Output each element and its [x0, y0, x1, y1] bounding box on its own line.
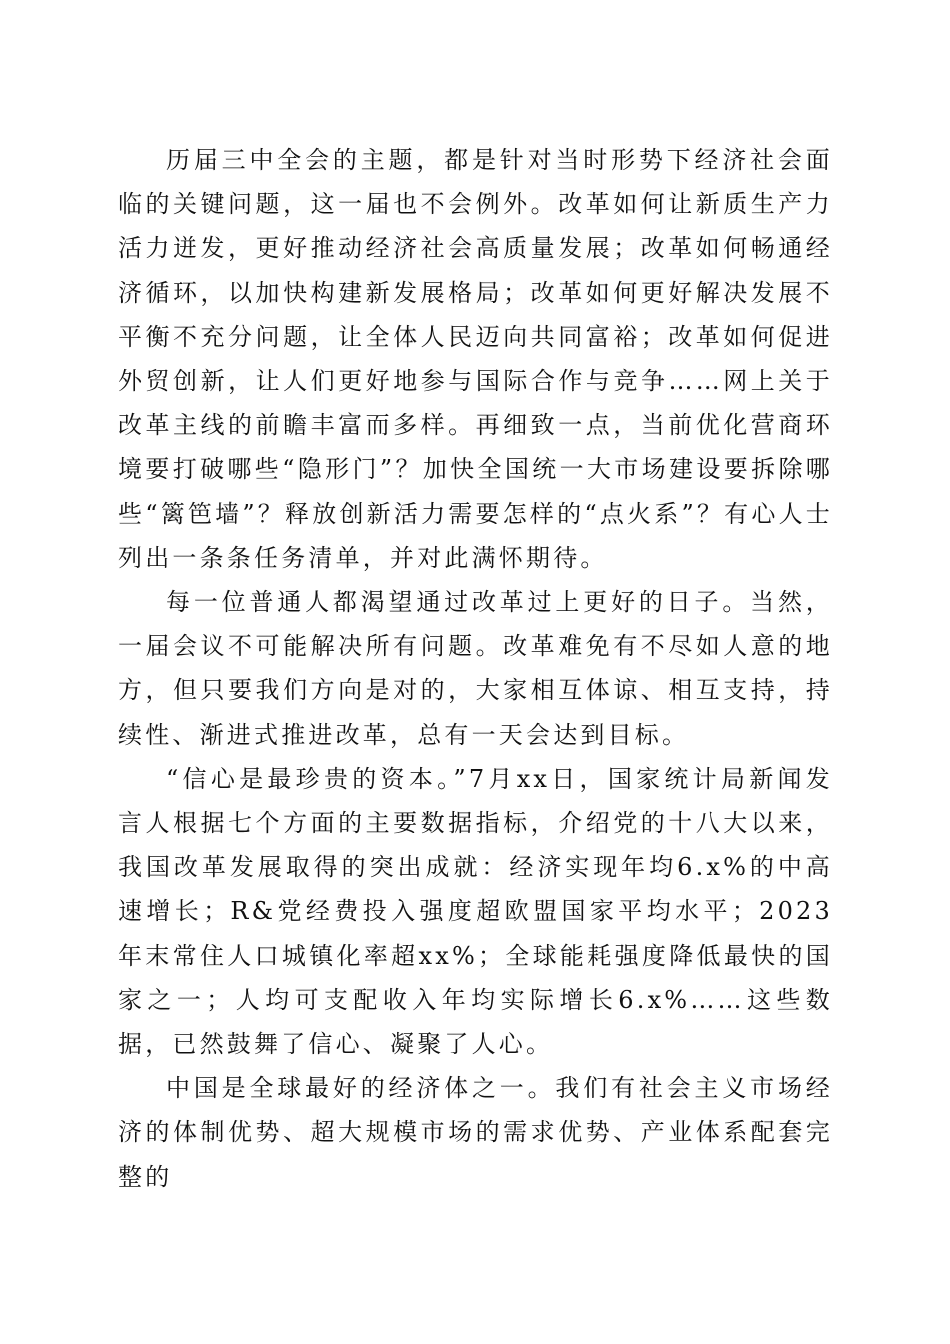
paragraph-2: 每一位普通人都渴望通过改革过上更好的日子。当然，一届会议不可能解决所有问题。改革难免有不尽如人意的地方，但只要我们方向是对的，大家相互体谅、相互支持，持续性、渐进式推进改革，总有一天会达到目标。 [118, 588, 833, 749]
paragraph-4: 中国是全球最好的经济体之一。我们有社会主义市场经济的体制优势、超大规模市场的需求优势、产业体系配套完整的 [118, 1074, 833, 1191]
paragraph-3: “信心是最珍贵的资本。”7月xx日，国家统计局新闻发言人根据七个方面的主要数据指标，介绍党的十八大以来，我国改革发展取得的突出成就：经济实现年均6.x%的中高速增长；R&党经费投入强度超欧盟国家平均水平；2023年末常住人口城镇化率超xx%；全球能耗强度降低最快的国家之一；人均可支配收入年均实际增长6.x%……这些数据，已然鼓舞了信心、凝聚了人心。 [118, 764, 833, 1059]
paragraph-1: 历届三中全会的主题，都是针对当时形势下经济社会面临的关键问题，这一届也不会例外。改革如何让新质生产力活力迸发，更好推动经济社会高质量发展；改革如何畅通经济循环，以加快构建新发展格局；改革如何更好解决发展不平衡不充分问题，让全体人民迈向共同富裕；改革如何促进外贸创新，让人们更好地参与国际合作与竞争……网上关于改革主线的前瞻丰富而多样。再细致一点，当前优化营商环境要打破哪些“隐形门”？加快全国统一大市场建设要拆除哪些“篱笆墙”？释放创新活力需要怎样的“点火系”？有心人士列出一条条任务清单，并对此满怀期待。 [118, 146, 833, 572]
document-body [118, 138, 833, 1199]
